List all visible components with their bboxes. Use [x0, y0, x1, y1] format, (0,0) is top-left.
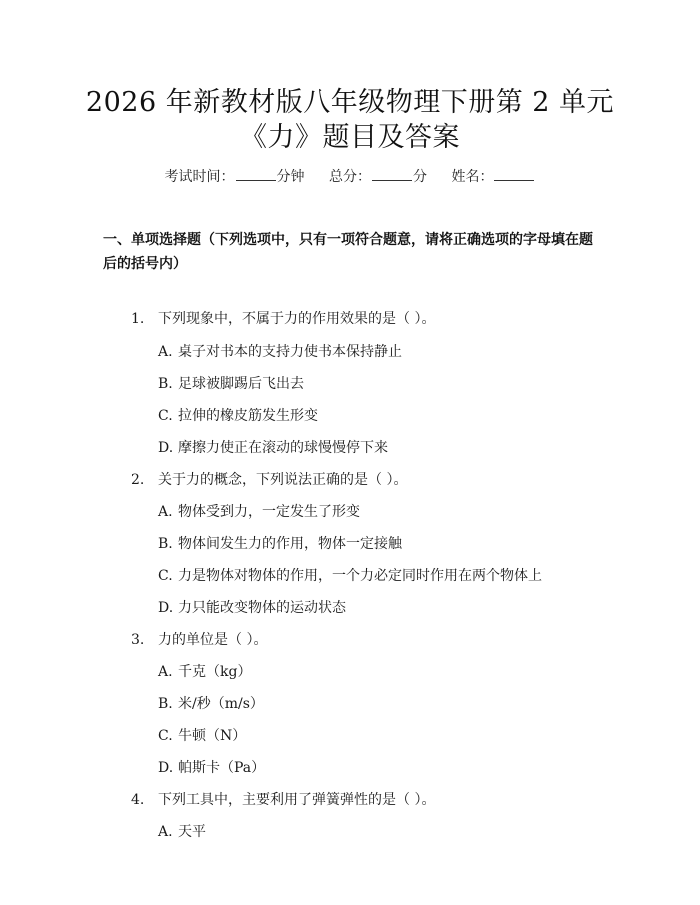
exam-time-label: 考试时间： [164, 169, 235, 185]
question-2 [131, 469, 601, 491]
option-letter: D. [158, 760, 174, 776]
exam-time [165, 166, 305, 188]
option-letter: A. [158, 344, 173, 360]
question-number: 2. [131, 472, 145, 488]
option-text: 拉伸的橡皮筋发生形变 [178, 408, 318, 424]
exam-time-blank [236, 166, 276, 181]
question-number: 4. [131, 792, 145, 808]
student-name [451, 166, 535, 188]
option-letter: B. [158, 536, 173, 552]
question-text: 下列现象中，不属于力的作用效果的是（ ）。 [158, 311, 436, 327]
total-score-blank [372, 166, 412, 181]
question-4 [131, 789, 601, 811]
question-3-option-b [158, 693, 598, 715]
option-letter: D. [158, 600, 174, 616]
question-text: 下列工具中，主要利用了弹簧弹性的是（ ）。 [158, 792, 436, 808]
question-1 [131, 308, 601, 330]
option-text: 桌子对书本的支持力使书本保持静止 [178, 344, 402, 360]
exam-time-unit: 分钟 [276, 169, 305, 185]
option-letter: A. [158, 664, 173, 680]
question-2-option-a [158, 501, 598, 523]
option-text: 足球被脚踢后飞出去 [178, 376, 304, 392]
question-2-option-d [158, 597, 598, 619]
total-score [329, 166, 427, 188]
option-text: 物体间发生力的作用，物体一定接触 [178, 536, 402, 552]
option-letter: B. [158, 696, 173, 712]
question-2-option-c [158, 565, 598, 587]
option-letter: C. [158, 728, 173, 744]
student-name-label: 姓名： [451, 169, 494, 185]
option-text: 帕斯卡（Pa） [178, 760, 266, 776]
option-text: 天平 [178, 824, 206, 840]
page-title-line-2: 《力》题目及答案 [240, 122, 460, 153]
question-number: 1. [131, 311, 145, 327]
option-text: 物体受到力，一定发生了形变 [178, 504, 360, 520]
option-text: 米/秒（m/s） [178, 696, 264, 712]
student-name-blank [494, 166, 534, 181]
option-letter: D. [158, 440, 174, 456]
option-letter: A. [158, 504, 173, 520]
question-text: 关于力的概念，下列说法正确的是（ ）。 [158, 472, 408, 488]
question-1-option-b [158, 373, 598, 395]
question-3-option-d [158, 757, 598, 779]
question-1-option-d [158, 437, 598, 459]
option-text: 千克（kg） [178, 664, 252, 680]
question-text: 力的单位是（ ）。 [158, 632, 268, 648]
total-score-label: 总分： [329, 169, 371, 185]
option-letter: C. [158, 408, 173, 424]
page-title-line-1: 2026 年新教材版八年级物理下册第 2 单元 [85, 87, 615, 118]
option-text: 牛顿（N） [178, 728, 247, 744]
question-1-option-c [158, 405, 598, 427]
question-2-option-b [158, 533, 598, 555]
option-text: 力只能改变物体的运动状态 [178, 600, 346, 616]
question-4-option-a [158, 821, 598, 843]
exam-meta [0, 166, 700, 188]
option-text: 力是物体对物体的作用，一个力必定同时作用在两个物体上 [178, 568, 542, 584]
option-text: 摩擦力使正在滚动的球慢慢停下来 [178, 440, 388, 456]
question-3 [131, 629, 601, 651]
question-3-option-c [158, 725, 598, 747]
option-letter: A. [158, 824, 173, 840]
section-heading: 一、单项选择题（下列选项中，只有一项符合题意，请将正确选项的字母填在题后的括号内） [103, 232, 593, 272]
total-score-unit: 分 [413, 169, 427, 185]
question-number: 3. [131, 632, 145, 648]
question-3-option-a [158, 661, 598, 683]
option-letter: B. [158, 376, 173, 392]
option-letter: C. [158, 568, 173, 584]
question-1-option-a [158, 341, 598, 363]
